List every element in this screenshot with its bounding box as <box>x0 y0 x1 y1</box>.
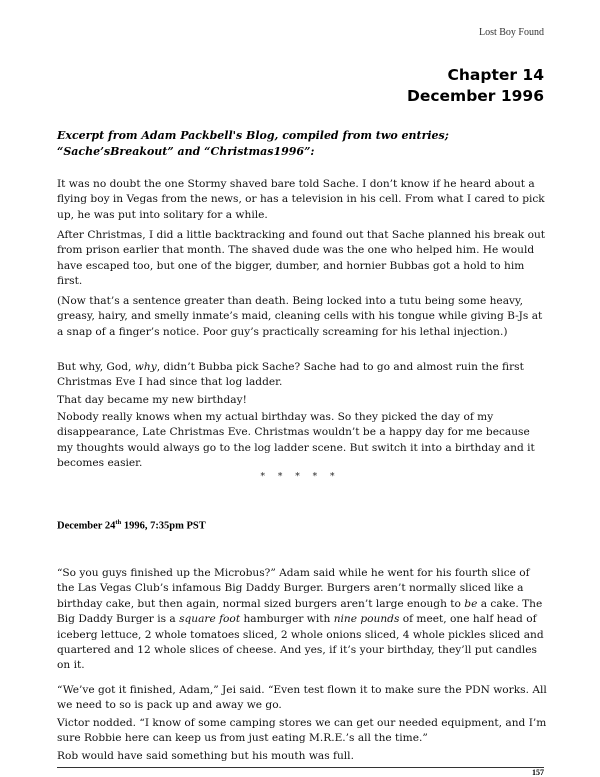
paragraph-7 <box>57 566 547 674</box>
paragraph-4-end: , didn’t Bubba pick Sache? Sache had to go and almost ruin the first Christmas Eve I had since that log ladder. <box>57 361 524 389</box>
paragraph-3: (Now that’s a sentence greater than death. Being locked into a tutu being some heavy, greasy, hairy, and smelly inmate’s maid, cleaning cells with his tongue while giving B-Js at a snap of a finger’s notice. Poor guy’s practically screaming for his lethal injection.) <box>57 295 543 338</box>
paragraph-8: “We’ve got it finished, Adam,” Jei said. “Even test flown it to make sure the PDN works. All we need to so is pack up and away we go. <box>57 684 547 712</box>
paragraph-6: Nobody really knows when my actual birthday was. So they picked the day of my disappearance, Late Christmas Eve. Christmas wouldn’t be a happy day for me because my thoughts would always go to the log ladder scene. But switch it into a birthday and it becomes easier. <box>57 411 535 470</box>
paragraph-7-em-square-foot: square foot <box>179 613 241 626</box>
paragraph-1: It was no doubt the one Stormy shaved bare told Sache. I don’t know if he heard about a flying boy in Vegas from the news, or has a television in his cell. From what I cared to pick up, he was put into solitary for a while. <box>57 178 545 221</box>
paragraph-7-part-c: hamburger with <box>240 613 334 626</box>
running-head: Lost Boy Found <box>478 27 544 38</box>
paragraph-9: Victor nodded. “I know of some camping stores we can get our needed equipment, and I’m sure Robbie here can keep us from just eating M.R.E.’s all the time.” <box>57 717 547 745</box>
section-separator: * * * * * <box>260 472 340 482</box>
entry-time: 1996, 7:35pm PST <box>121 520 206 532</box>
paragraph-4 <box>57 360 547 391</box>
entry-heading <box>57 519 206 532</box>
paragraph-10: Rob would have said something but his mouth was full. <box>57 750 354 762</box>
excerpt-line-1: Excerpt from Adam Packbell's Blog, compiled from two entries; <box>57 129 449 142</box>
paragraph-4-start: But why, God, <box>57 361 135 373</box>
paragraph-5: That day became my new birthday! <box>57 394 247 406</box>
paragraph-7-part-d: of meet, one half head of iceberg lettuce, 2 whole tomatoes sliced, 2 whole onions sliced, 4 whole pickles sliced and quartered and 12 whole slices of cheese. And yes, if it’s your birthday, they’ll put candles on it. <box>57 613 544 672</box>
chapter-date: December 1996 <box>406 87 544 105</box>
paragraph-7-em-nine-pounds: nine pounds <box>333 613 400 626</box>
excerpt-heading <box>57 128 547 160</box>
page-number: 157 <box>532 768 544 777</box>
paragraph-4-emphasis: why <box>134 361 157 373</box>
paragraph-7-part-b: a cake. The Big Daddy Burger is a <box>57 597 543 626</box>
entry-date-suffix: th <box>115 519 122 526</box>
entry-date: December 24 <box>57 520 116 532</box>
paragraph-7-part-a: “So you guys finished up the Microbus?” Adam said while he went for his fourth slice of the Las Vegas Club’s infamous Big Daddy Burger. Burgers aren’t normally sliced like a birthday cake, but then again, normal sized burgers aren’t large enough to <box>57 567 530 610</box>
excerpt-line-2: “Sache’sBreakout” and “Christmas1996”: <box>57 145 315 158</box>
footer-rule <box>57 767 544 768</box>
paragraph-2: After Christmas, I did a little backtracking and found out that Sache planned his break out from prison earlier that month. The shaved dude was the one who helped him. He would have escaped too, but one of the bigger, dumber, and hornier Bubbas got a hold to him first. <box>57 229 546 288</box>
chapter-number: Chapter 14 <box>447 66 544 84</box>
paragraph-7-em-be: be <box>464 597 478 610</box>
